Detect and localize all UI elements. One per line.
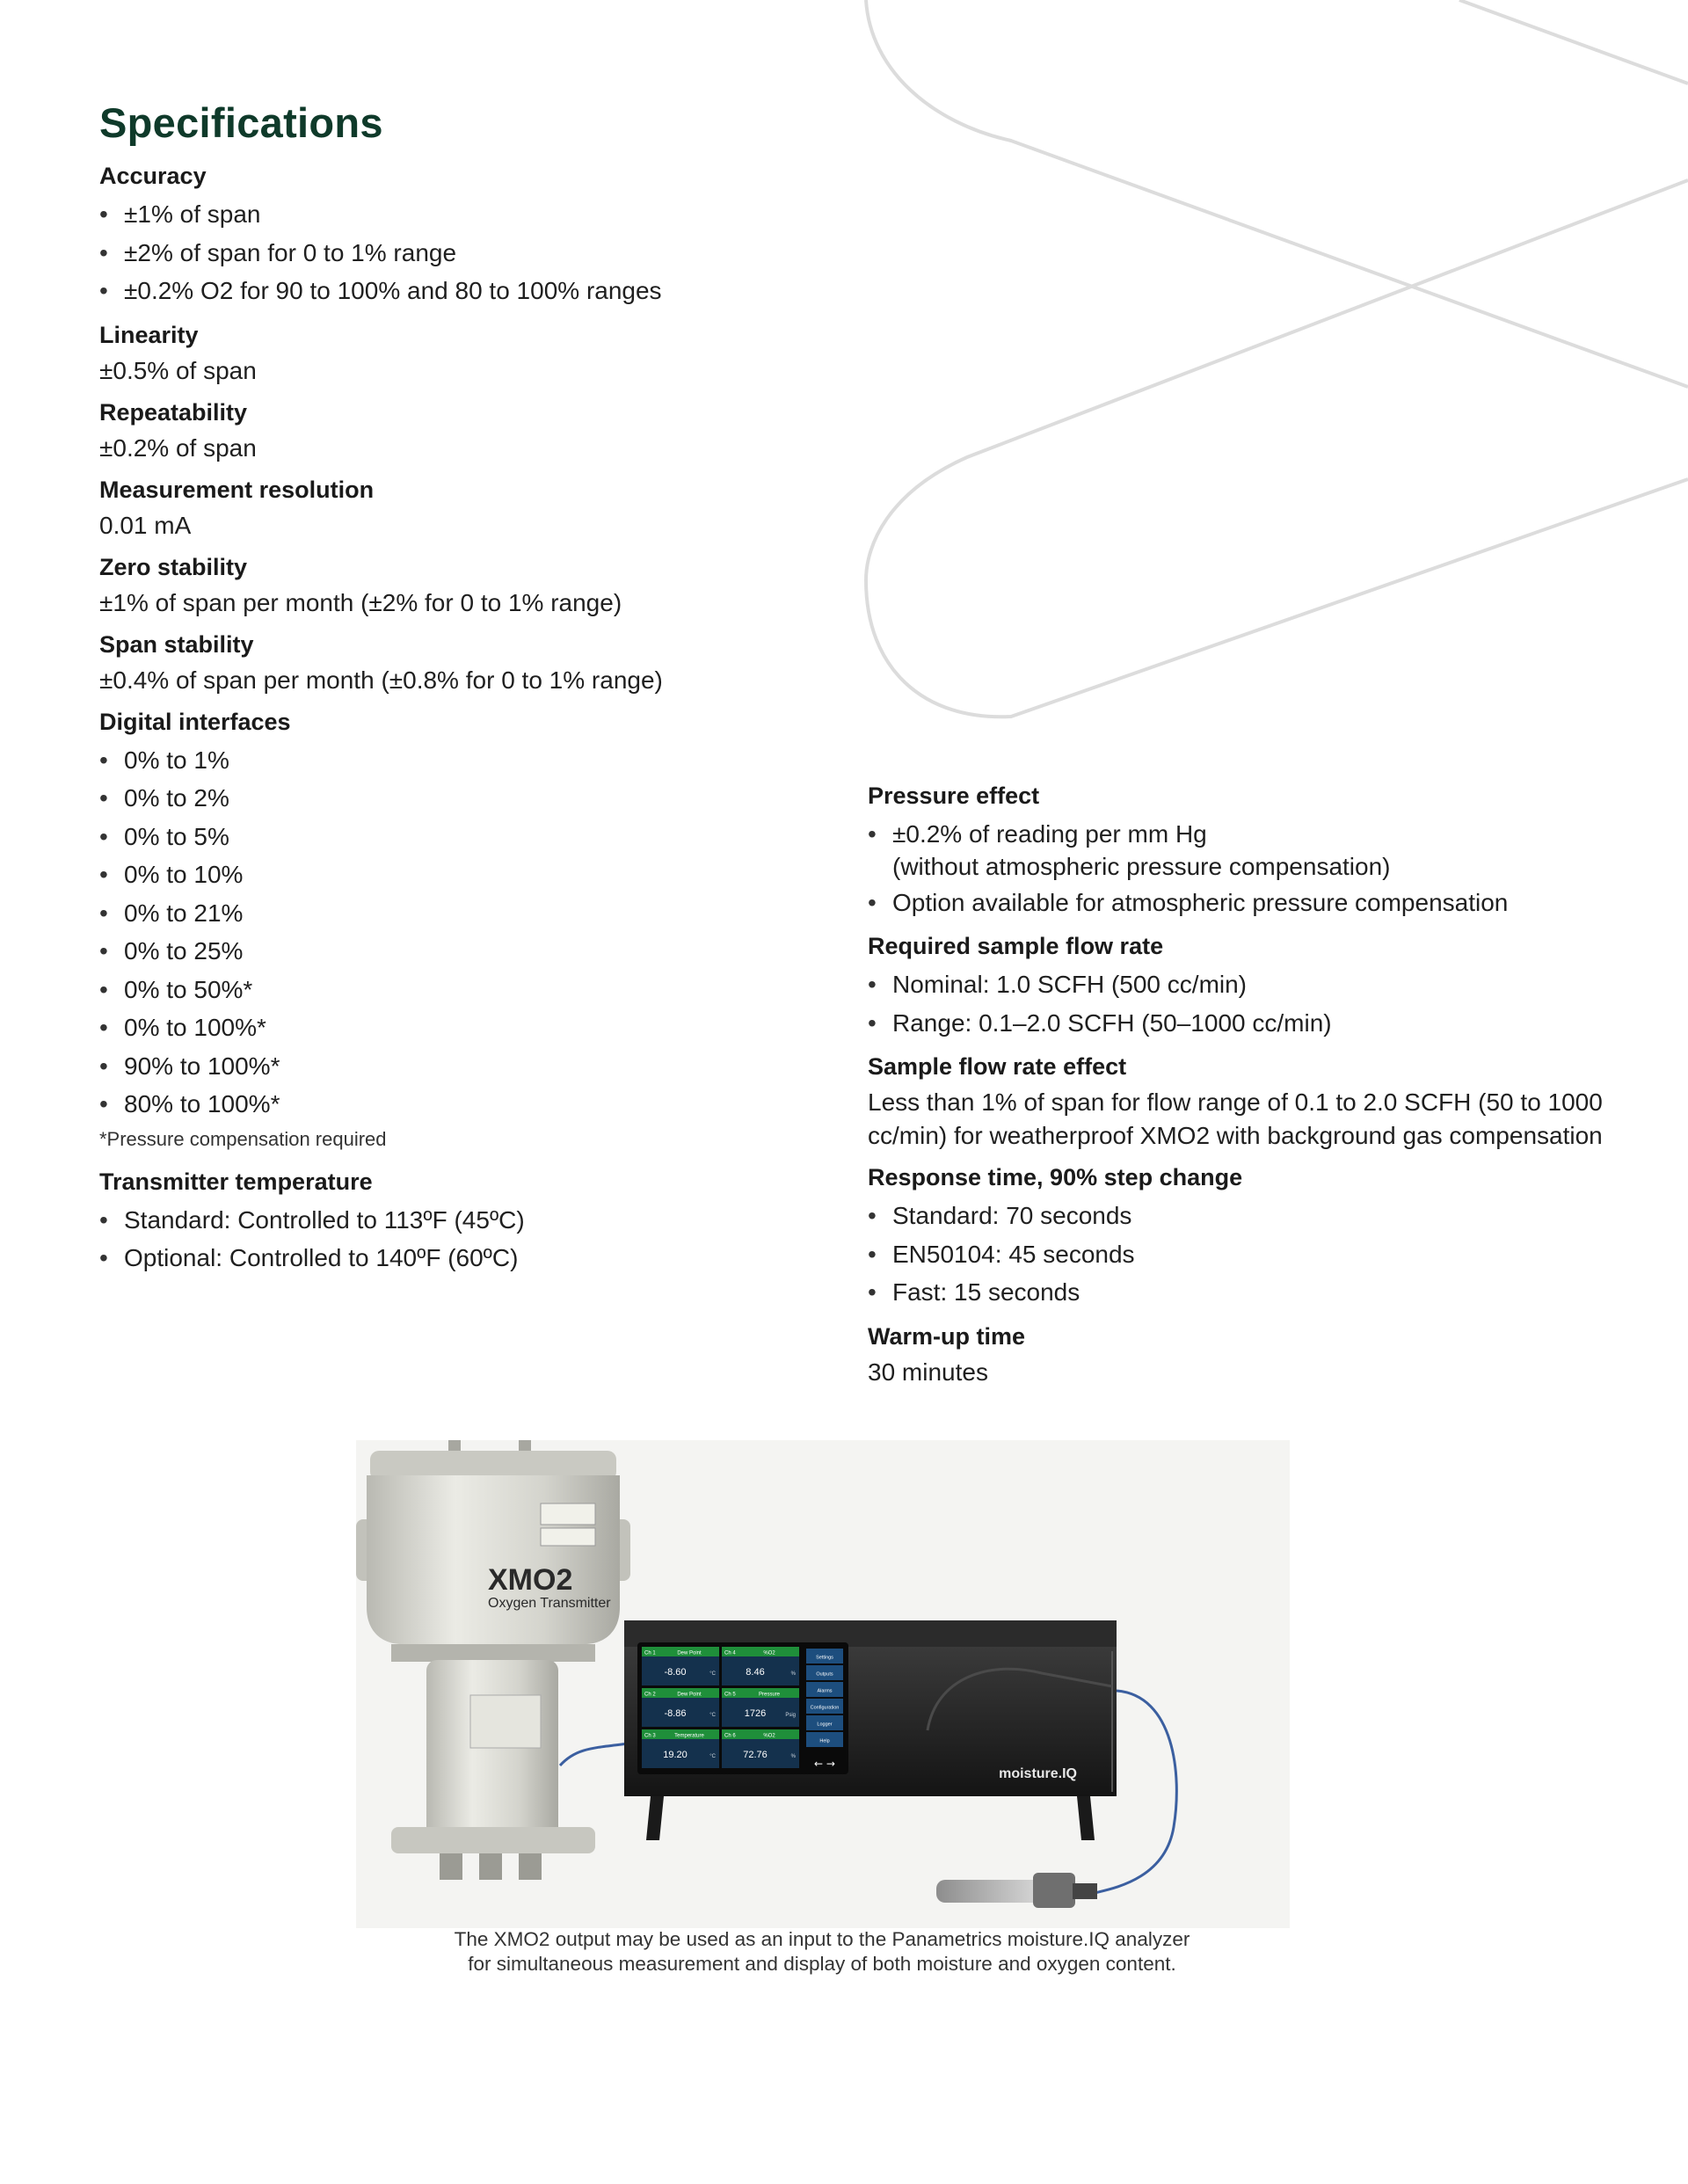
screen-cell-label: Temperature [674,1733,704,1739]
list-item: • ±1% of span [99,195,855,234]
screen-cell-label: Dew Point [677,1650,702,1656]
spec-value: 30 minutes [868,1358,988,1386]
screen-arrows-icon: ← → [814,1758,835,1770]
spec-value: ±0.4% of span per month (±0.8% for 0 to 1% range) [99,666,663,694]
spec-measurement-resolution [99,472,855,542]
spec-required-flow [868,928,1606,1042]
spec-linearity [99,317,855,388]
spec-heading: Measurement resolution [99,476,375,503]
spec-heading: Repeatability [99,398,248,426]
screen-cell [722,1729,799,1768]
spec-heading: Zero stability [99,553,248,580]
spec-list [868,815,1606,921]
list-item: • 0% to 50%* [99,971,855,1009]
deco-curve-top [866,0,1688,387]
screen-cell [722,1647,799,1685]
list-item: • Nominal: 1.0 SCFH (500 cc/min) [868,965,1606,1004]
screen-cell-label: Dew Point [677,1692,702,1698]
spec-accuracy [99,158,855,310]
spec-repeatability [99,395,855,465]
screen-cell-channel: Ch 6 [724,1733,736,1739]
page-title: Specifications [99,99,383,146]
screen-menu-label: Outputs [816,1671,833,1678]
caption-line: for simultaneous measurement and display of both moisture and oxygen content. [468,1953,1176,1975]
screen-cell-value: -8.60 [664,1667,687,1678]
list-item: • 0% to 5% [99,818,855,856]
spec-heading: Required sample flow rate [868,933,1164,959]
transmitter-label: XMO2 [488,1563,573,1597]
screen-cell [642,1688,719,1727]
list-item: • 0% to 21% [99,894,855,933]
list-item [868,815,1606,884]
spec-pressure-effect [868,778,1606,921]
list-item: • Fast: 15 seconds [868,1273,1606,1312]
spec-value: ±0.5% of span [99,356,257,384]
screen-cell-channel: Ch 3 [644,1733,656,1739]
screen-cell [642,1647,719,1685]
screen-cell-channel: Ch 1 [644,1650,656,1656]
list-item: • Standard: 70 seconds [868,1197,1606,1235]
specs-right-column [868,778,1606,1396]
screen-cell-unit: °C [709,1713,716,1718]
screen-cell-label: %O2 [763,1650,775,1656]
spec-flow-effect [868,1049,1606,1153]
spec-span-stability [99,627,855,697]
screen-cell-channel: Ch 2 [644,1692,656,1698]
specs-left-column [99,158,855,1285]
screen-cell-value: 1726 [744,1708,767,1719]
product-photo [356,1440,1290,1928]
screen-cell [642,1729,719,1768]
spec-response-time [868,1160,1606,1312]
screen-cell-unit: °C [709,1754,716,1759]
screen-menu-label: Logger [817,1722,833,1728]
analyzer-brand: moisture.IQ [999,1766,1077,1781]
spec-heading: Response time, 90% step change [868,1164,1243,1190]
spec-heading: Span stability [99,630,254,658]
screen-cell-label: Pressure [758,1692,781,1698]
screen-cell-value: 8.46 [746,1667,765,1678]
list-item: • ±0.2% O2 for 90 to 100% and 80 to 100% ranges [99,272,855,310]
list-item-line: ±0.2% of reading per mm Hg [892,820,1207,848]
spec-value: ±1% of span per month (±2% for 0 to 1% range) [99,588,622,616]
spec-value: Less than 1% of span for flow range of 0.1 to 2.0 SCFH (50 to 1000 cc/min) for weatherproof XMO2 with background gas compensation [868,1088,1603,1149]
list-item: • ±2% of span for 0 to 1% range [99,234,855,273]
spec-zero-stability [99,550,855,620]
spec-heading: Pressure effect [868,783,1040,809]
list-item: • 80% to 100%* [99,1085,855,1124]
spec-list [868,965,1606,1042]
screen-cell-label: %O2 [763,1733,775,1739]
screen-cell-unit: % [790,1671,796,1677]
list-item: • EN50104: 45 seconds [868,1235,1606,1274]
screen-cell-value: -8.86 [664,1708,687,1719]
spec-list [868,1197,1606,1312]
spec-digital-interfaces [99,704,855,1157]
screen-menu-label: Configuration [810,1705,840,1711]
screen-cell-value: 72.76 [743,1750,768,1760]
list-item: • 0% to 10% [99,855,855,894]
list-item: • Standard: Controlled to 113ºF (45ºC) [99,1201,855,1240]
list-item: • 0% to 25% [99,932,855,971]
screen-cell [722,1688,799,1727]
list-item: • 0% to 100%* [99,1008,855,1047]
screen-menu-label: Help [819,1738,830,1744]
spec-transmitter-temperature [99,1164,855,1278]
screen-cell-unit: Psig [785,1713,796,1718]
spec-value: ±0.2% of span [99,433,257,462]
list-item-line: (without atmospheric pressure compensation) [892,852,1391,880]
photo-caption [334,1927,1310,1977]
list-item: • 0% to 1% [99,741,855,780]
screen-cell-channel: Ch 5 [724,1692,736,1698]
list-item: • Range: 0.1–2.0 SCFH (50–1000 cc/min) [868,1004,1606,1043]
screen-cell-value: 19.20 [663,1750,688,1760]
spec-value: 0.01 mA [99,511,192,539]
deco-line-top [1459,0,1688,84]
footnote: *Pressure compensation required [99,1127,387,1150]
spec-heading: Accuracy [99,163,207,189]
spec-heading: Linearity [99,321,199,348]
spec-warmup-time [868,1319,1606,1389]
spec-heading: Digital interfaces [99,708,291,735]
list-item: • Optional: Controlled to 140ºF (60ºC) [99,1239,855,1278]
spec-list [99,741,855,1124]
screen-menu-label: Alarms [817,1688,833,1694]
spec-list [99,195,855,310]
spec-heading: Sample flow rate effect [868,1053,1127,1080]
screen-menu-label: Settings [816,1655,833,1661]
screen-cell-unit: °C [709,1671,716,1677]
spec-heading: Warm-up time [868,1322,1026,1350]
spec-heading: Transmitter temperature [99,1168,373,1195]
spec-list [99,1201,855,1278]
caption-line: The XMO2 output may be used as an input to the Panametrics moisture.IQ analyzer [454,1928,1190,1950]
list-item: • Option available for atmospheric pressure compensation [868,884,1606,922]
transmitter-sublabel: Oxygen Transmitter [488,1596,611,1611]
list-item: • 90% to 100%* [99,1047,855,1086]
list-item: • 0% to 2% [99,779,855,818]
screen-cell-unit: % [790,1754,796,1759]
screen-cell-channel: Ch 4 [724,1650,736,1656]
deco-curve-mid [866,180,1688,717]
